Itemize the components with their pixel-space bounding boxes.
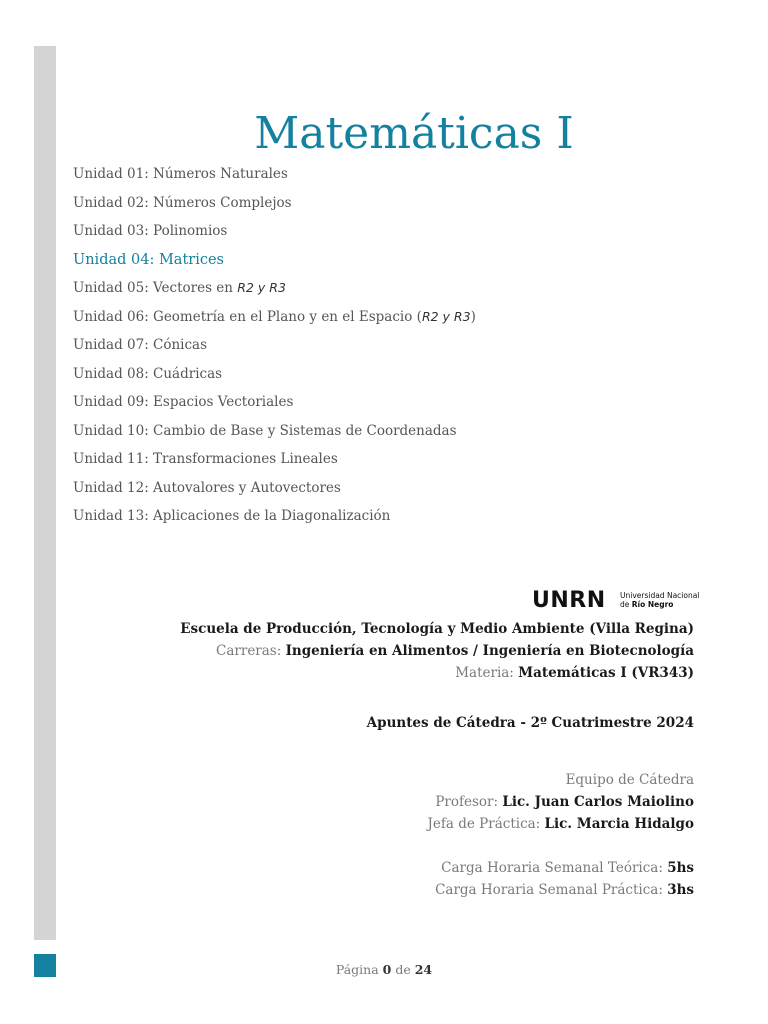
notes-title: Apuntes de Cátedra - 2º Cuatrimestre 2024 — [366, 715, 694, 731]
subject-label: Materia: — [455, 665, 519, 681]
subject-line — [180, 662, 694, 684]
footer-page-number: 0 — [382, 962, 392, 977]
toc-item-label: Unidad 12: Autovalores y Autovectores — [73, 479, 341, 496]
logo-line1: Universidad Nacional — [620, 591, 700, 600]
toc-item-label: Unidad 07: Cónicas — [73, 337, 208, 353]
logo-subtitle — [620, 591, 699, 609]
practice-line — [428, 813, 694, 835]
toc-item[interactable] — [73, 417, 476, 446]
table-of-contents — [73, 160, 476, 531]
toc-item-label: Unidad 06: Geometría en el Plano y en el Espacio ( — [73, 308, 422, 325]
toc-item-label: Unidad 10: Cambio de Base y Sistemas de Coordenadas — [73, 422, 457, 439]
toc-item-label: Unidad 04: Matrices — [73, 251, 224, 268]
toc-item-label: Unidad 03: Polinomios — [73, 223, 228, 239]
careers-value: Ingeniería en Alimentos / Ingeniería en Biotecnología — [285, 643, 694, 659]
toc-item[interactable] — [73, 303, 476, 332]
toc-item[interactable] — [73, 160, 476, 189]
theory-hours-line — [435, 857, 694, 879]
toc-item-label: Unidad 09: Espacios Vectoriales — [73, 394, 294, 410]
footer-page-label: Página — [335, 962, 383, 977]
toc-item-math: R2 y R3 — [421, 308, 471, 324]
practice-hours-label: Carga Horaria Semanal Práctica: — [435, 882, 668, 898]
school-name: Escuela de Producción, Tecnología y Medio Ambiente (Villa Regina) — [180, 621, 694, 637]
hours-block — [435, 857, 694, 901]
toc-item[interactable] — [73, 217, 476, 246]
toc-item[interactable] — [73, 474, 476, 503]
toc-item-suffix: ) — [470, 308, 476, 325]
theory-hours-label: Carga Horaria Semanal Teórica: — [441, 860, 668, 876]
toc-item[interactable] — [73, 445, 476, 474]
toc-item[interactable] — [73, 360, 476, 389]
logo-line2-bold: Río Negro — [631, 600, 674, 609]
sidebar-decoration — [34, 46, 56, 940]
toc-item-math: R2 y R3 — [237, 280, 286, 295]
toc-item[interactable] — [73, 388, 476, 417]
logo-line2 — [620, 600, 699, 609]
careers-label: Carreras: — [216, 643, 286, 659]
toc-item[interactable] — [73, 502, 476, 531]
toc-item-label: Unidad 01: Números Naturales — [73, 166, 288, 182]
professor-label: Profesor: — [435, 794, 503, 810]
page-footer — [0, 962, 768, 977]
page-title: Matemáticas I — [254, 108, 574, 160]
toc-item-label: Unidad 05: Vectores en — [73, 280, 238, 296]
toc-item-label: Unidad 13: Aplicaciones de la Diagonalización — [73, 508, 391, 524]
theory-hours-value: 5hs — [667, 860, 694, 876]
professor-name: Lic. Juan Carlos Maiolino — [502, 794, 694, 810]
toc-item[interactable] — [73, 331, 476, 360]
toc-item[interactable] — [73, 274, 476, 303]
toc-item[interactable] — [73, 189, 476, 218]
logo-mark: UNRN — [532, 588, 606, 613]
footer-page-total: 24 — [414, 962, 433, 977]
toc-item[interactable] — [73, 246, 476, 275]
logo-line2-prefix: de — [620, 600, 632, 609]
practice-hours-value: 3hs — [667, 882, 694, 898]
professor-line — [428, 791, 694, 813]
careers-line — [180, 640, 694, 662]
subject-value: Matemáticas I (VR343) — [518, 665, 694, 681]
footer-of-label: de — [391, 962, 415, 977]
team-heading: Equipo de Cátedra — [565, 772, 694, 788]
toc-item-label: Unidad 08: Cuádricas — [73, 365, 223, 382]
toc-item-label: Unidad 02: Números Complejos — [73, 194, 292, 211]
unrn-logo — [532, 589, 702, 613]
toc-item-label: Unidad 11: Transformaciones Lineales — [73, 451, 338, 467]
practice-name: Lic. Marcia Hidalgo — [544, 816, 694, 832]
institution-block — [180, 618, 694, 684]
notes-block — [367, 712, 694, 734]
team-block — [428, 769, 694, 835]
practice-label: Jefa de Práctica: — [427, 816, 545, 832]
practice-hours-line — [435, 879, 694, 901]
